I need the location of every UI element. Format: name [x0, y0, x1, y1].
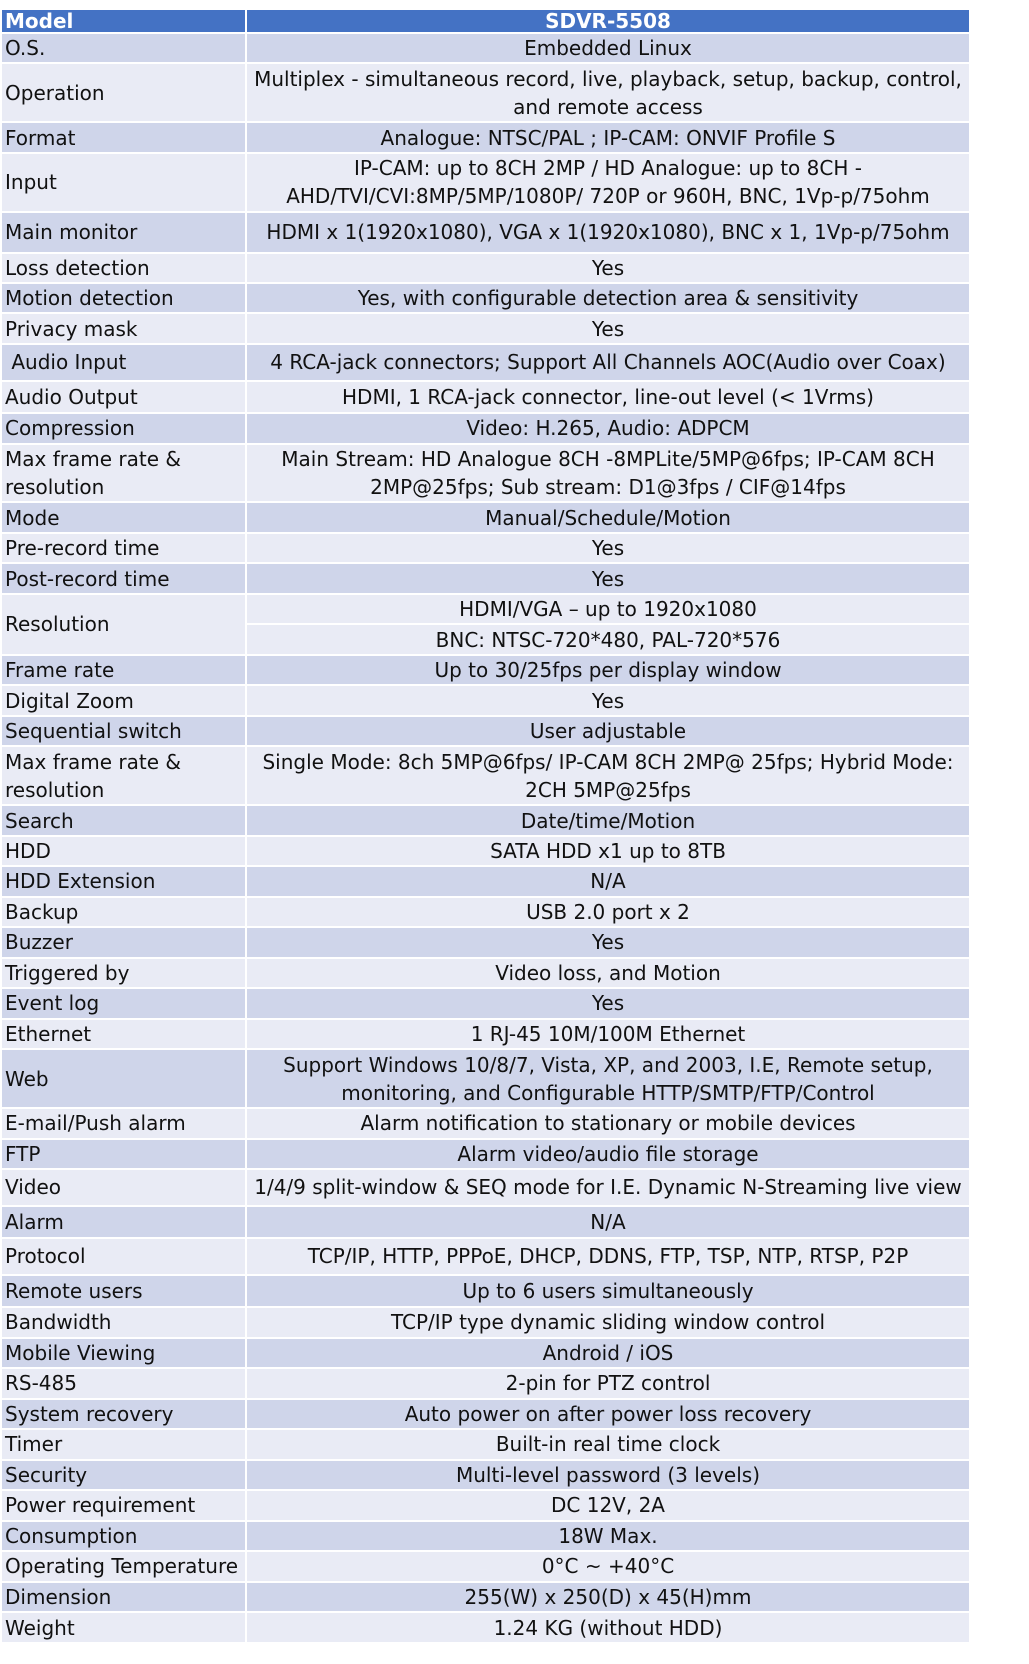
spec-label: Privacy mask [1, 313, 246, 343]
spec-value: HDMI/VGA – up to 1920x1080 [246, 594, 970, 624]
table-row [1, 1108, 970, 1138]
spec-value: Yes [246, 253, 970, 283]
spec-label: Max frame rate & resolution [1, 746, 246, 805]
spec-label: Remote users [1, 1275, 246, 1308]
spec-value: Multi-level password (3 levels) [246, 1460, 970, 1490]
table-row [1, 1521, 970, 1551]
spec-label: Timer [1, 1429, 246, 1459]
spec-value: SATA HDD x1 up to 8TB [246, 836, 970, 866]
spec-label: Pre-record time [1, 533, 246, 563]
spec-label: Mode [1, 502, 246, 532]
spec-label: Event log [1, 988, 246, 1018]
spec-label: HDD [1, 836, 246, 866]
spec-value: Alarm notification to stationary or mobile devices [246, 1108, 970, 1138]
table-row [1, 253, 970, 283]
spec-value: HDMI, 1 RCA-jack connector, line-out level (< 1Vrms) [246, 381, 970, 414]
spec-label: Dimension [1, 1582, 246, 1612]
spec-value: USB 2.0 port x 2 [246, 897, 970, 927]
spec-value: HDMI x 1(1920x1080), VGA x 1(1920x1080), BNC x 1, 1Vp-p/75ohm [246, 212, 970, 253]
spec-value: 255(W) x 250(D) x 45(H)mm [246, 1582, 970, 1612]
spec-value: TCP/IP type dynamic sliding window control [246, 1307, 970, 1337]
spec-value: Yes [246, 685, 970, 715]
table-row [1, 444, 970, 503]
spec-label: Compression [1, 413, 246, 443]
spec-value: 18W Max. [246, 1521, 970, 1551]
table-row [1, 805, 970, 835]
table-row [1, 153, 970, 212]
table-row [1, 1338, 970, 1368]
spec-label: Ethernet [1, 1019, 246, 1049]
spec-value: Yes [246, 563, 970, 593]
spec-label: Loss detection [1, 253, 246, 283]
spec-label: Protocol [1, 1238, 246, 1275]
table-row [1, 594, 970, 624]
table-row [1, 502, 970, 532]
spec-value: Yes [246, 988, 970, 1018]
spec-label: Backup [1, 897, 246, 927]
spec-label: Security [1, 1460, 246, 1490]
spec-value: Auto power on after power loss recovery [246, 1399, 970, 1429]
table-row [1, 1019, 970, 1049]
spec-value: 1/4/9 split-window & SEQ mode for I.E. Dynamic N-Streaming live view [246, 1169, 970, 1206]
table-row [1, 212, 970, 253]
table-row [1, 685, 970, 715]
spec-label: System recovery [1, 1399, 246, 1429]
spec-label: RS-485 [1, 1368, 246, 1398]
table-row [1, 63, 970, 122]
table-row [1, 283, 970, 313]
table-row [1, 1399, 970, 1429]
spec-value: Embedded Linux [246, 33, 970, 63]
spec-value: Built-in real time clock [246, 1429, 970, 1459]
spec-value: IP-CAM: up to 8CH 2MP / HD Analogue: up to 8CH - AHD/TVI/CVI:8MP/5MP/1080P/ 720P or 960H, BNC, 1Vp-p/75ohm [246, 153, 970, 212]
spec-label: Motion detection [1, 283, 246, 313]
spec-label: Search [1, 805, 246, 835]
table-row [1, 1238, 970, 1275]
spec-value: Analogue: NTSC/PAL ; IP-CAM: ONVIF Profile S [246, 122, 970, 152]
spec-value: 0°C ~ +40°C [246, 1551, 970, 1581]
spec-label: Consumption [1, 1521, 246, 1551]
spec-table [0, 8, 971, 1644]
spec-label: Sequential switch [1, 716, 246, 746]
spec-label: Audio Input [1, 344, 246, 381]
table-row [1, 1551, 970, 1581]
spec-value: TCP/IP, HTTP, PPPoE, DHCP, DDNS, FTP, TSP, NTP, RTSP, P2P [246, 1238, 970, 1275]
table-row [1, 897, 970, 927]
spec-label: Resolution [1, 594, 246, 655]
spec-label: FTP [1, 1139, 246, 1169]
table-row [1, 1460, 970, 1490]
table-row [1, 33, 970, 63]
spec-value: Yes, with configurable detection area & sensitivity [246, 283, 970, 313]
spec-value: Up to 6 users simultaneously [246, 1275, 970, 1308]
header-row [1, 9, 970, 33]
spec-label: Alarm [1, 1206, 246, 1239]
spec-label: Triggered by [1, 958, 246, 988]
spec-label: O.S. [1, 33, 246, 63]
table-row [1, 122, 970, 152]
spec-label: Operating Temperature [1, 1551, 246, 1581]
spec-value: Video loss, and Motion [246, 958, 970, 988]
spec-label: Operation [1, 63, 246, 122]
table-row [1, 1275, 970, 1308]
table-row [1, 836, 970, 866]
table-row [1, 988, 970, 1018]
table-row [1, 1206, 970, 1239]
table-row [1, 344, 970, 381]
spec-value: N/A [246, 1206, 970, 1239]
spec-value: Yes [246, 533, 970, 563]
table-row [1, 1139, 970, 1169]
header-label: Model [1, 9, 246, 33]
spec-label: Frame rate [1, 655, 246, 685]
spec-label: Video [1, 1169, 246, 1206]
table-row [1, 958, 970, 988]
spec-value: Manual/Schedule/Motion [246, 502, 970, 532]
table-row [1, 1368, 970, 1398]
spec-label: Input [1, 153, 246, 212]
table-row [1, 866, 970, 896]
spec-label: Audio Output [1, 381, 246, 414]
spec-value: Yes [246, 313, 970, 343]
spec-value: Yes [246, 927, 970, 957]
spec-value: Main Stream: HD Analogue 8CH -8MPLite/5MP@6fps; IP-CAM 8CH 2MP@25fps; Sub stream: D1@3fps / CIF@14fps [246, 444, 970, 503]
spec-value: Alarm video/audio file storage [246, 1139, 970, 1169]
table-row [1, 1169, 970, 1206]
table-row [1, 746, 970, 805]
table-row [1, 716, 970, 746]
spec-label: E-mail/Push alarm [1, 1108, 246, 1138]
spec-label: Bandwidth [1, 1307, 246, 1337]
spec-body [1, 33, 970, 1643]
header-model: SDVR-5508 [246, 9, 970, 33]
spec-value: Up to 30/25fps per display window [246, 655, 970, 685]
spec-label: Weight [1, 1612, 246, 1643]
spec-value: Date/time/Motion [246, 805, 970, 835]
table-row [1, 413, 970, 443]
spec-value: Support Windows 10/8/7, Vista, XP, and 2003, I.E, Remote setup, monitoring, and Configurable HTTP/SMTP/FTP/Control [246, 1049, 970, 1108]
table-row [1, 1612, 970, 1643]
table-row [1, 1049, 970, 1108]
spec-label: Format [1, 122, 246, 152]
table-row [1, 381, 970, 414]
spec-value: 1 RJ-45 10M/100M Ethernet [246, 1019, 970, 1049]
spec-label: Max frame rate & resolution [1, 444, 246, 503]
table-row [1, 1429, 970, 1459]
table-row [1, 533, 970, 563]
spec-value: Android / iOS [246, 1338, 970, 1368]
spec-label: Power requirement [1, 1490, 246, 1520]
table-row [1, 563, 970, 593]
spec-value: 2-pin for PTZ control [246, 1368, 970, 1398]
spec-value: Multiplex - simultaneous record, live, playback, setup, backup, control, and remote access [246, 63, 970, 122]
spec-value: DC 12V, 2A [246, 1490, 970, 1520]
spec-label: Buzzer [1, 927, 246, 957]
table-row [1, 927, 970, 957]
spec-label: Digital Zoom [1, 685, 246, 715]
table-row [1, 1582, 970, 1612]
spec-value: Video: H.265, Audio: ADPCM [246, 413, 970, 443]
spec-value: 1.24 KG (without HDD) [246, 1612, 970, 1643]
spec-label: Main monitor [1, 212, 246, 253]
table-row [1, 1307, 970, 1337]
table-row [1, 655, 970, 685]
spec-label: Post-record time [1, 563, 246, 593]
spec-value: 4 RCA-jack connectors; Support All Channels AOC(Audio over Coax) [246, 344, 970, 381]
spec-label: Mobile Viewing [1, 1338, 246, 1368]
table-row [1, 313, 970, 343]
spec-value: Single Mode: 8ch 5MP@6fps/ IP-CAM 8CH 2MP@ 25fps; Hybrid Mode: 2CH 5MP@25fps [246, 746, 970, 805]
spec-value: BNC: NTSC-720*480, PAL-720*576 [246, 624, 970, 654]
spec-label: Web [1, 1049, 246, 1108]
table-row [1, 1490, 970, 1520]
spec-value: User adjustable [246, 716, 970, 746]
spec-label: HDD Extension [1, 866, 246, 896]
spec-value: N/A [246, 866, 970, 896]
